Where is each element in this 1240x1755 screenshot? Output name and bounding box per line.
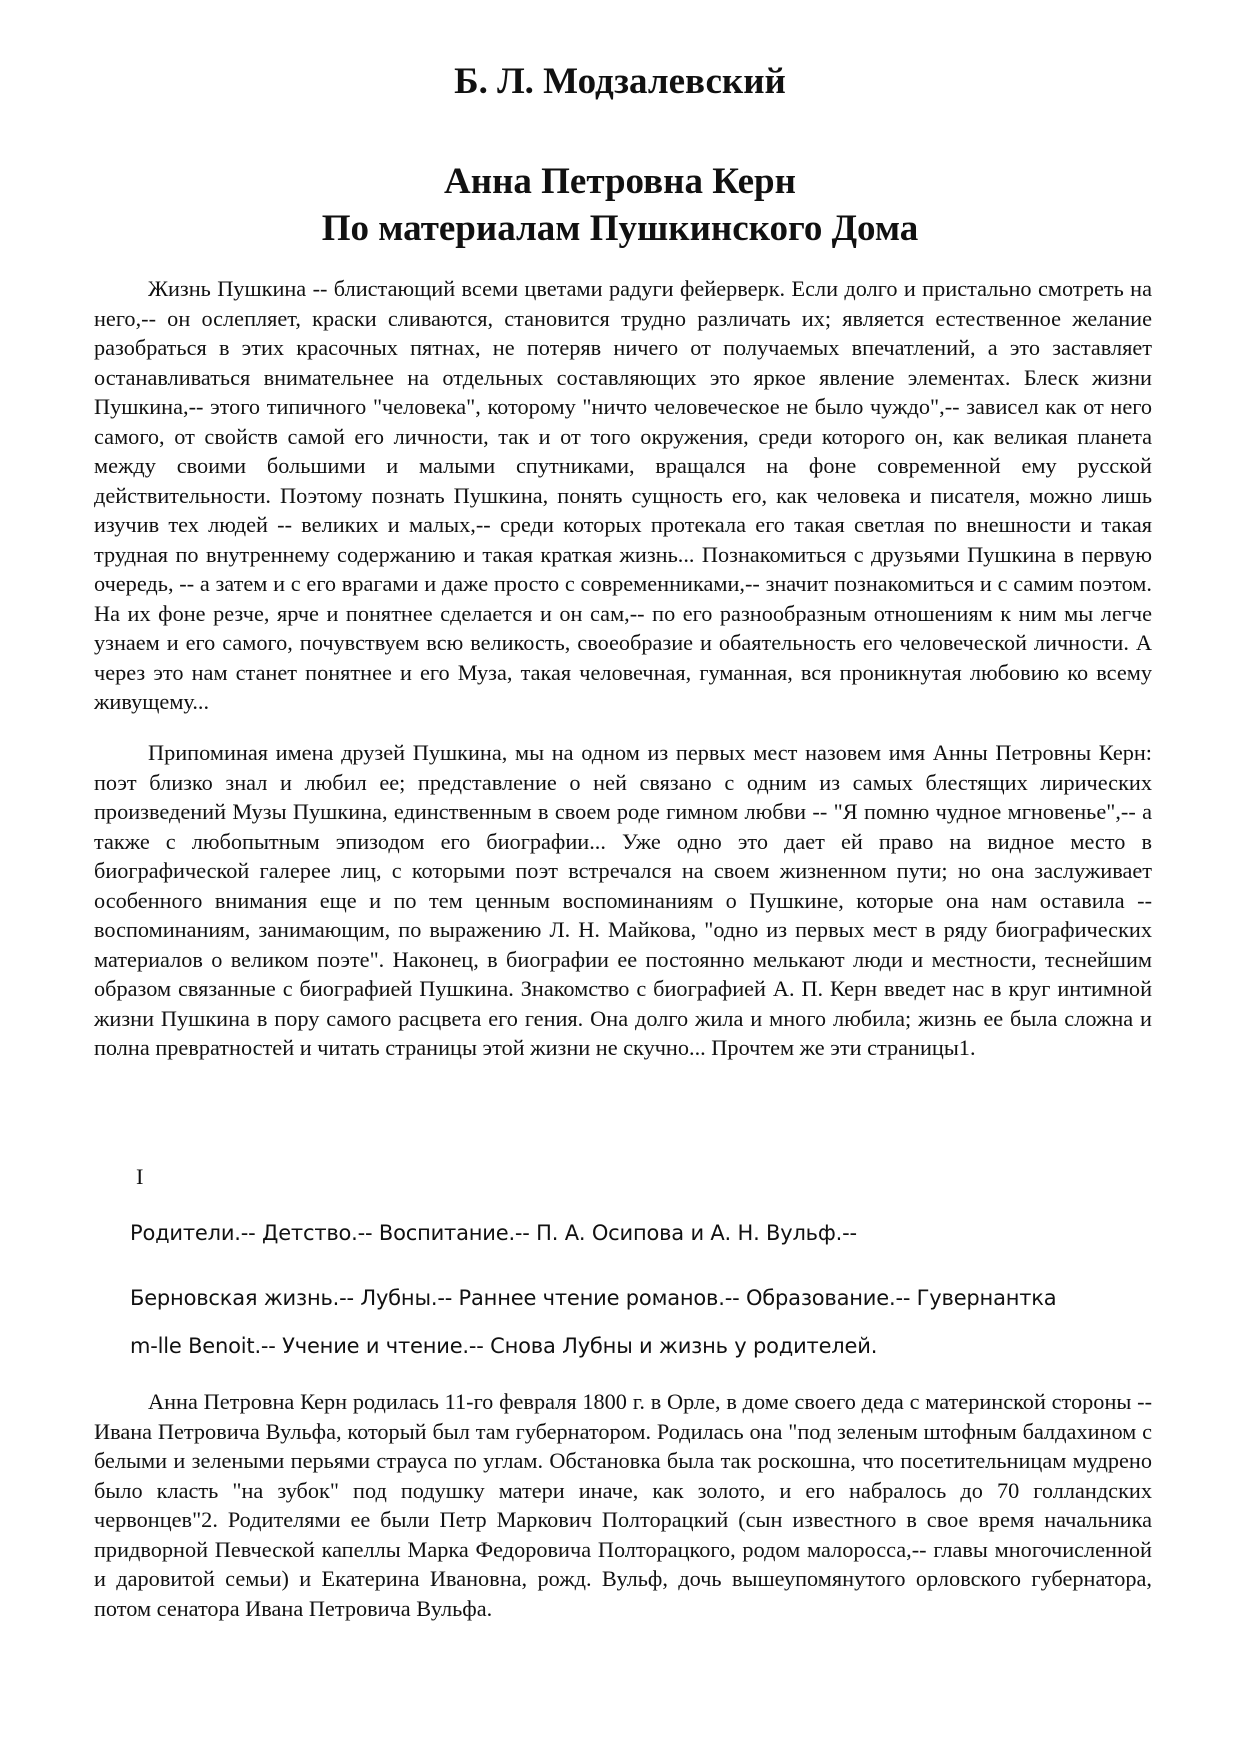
chapter-summary-line-3: m-lle Benoit.-- Учение и чтение.-- Снова Лубны и жизнь у родителей. [130, 1334, 878, 1358]
chapter-first-paragraph: Анна Петровна Керн родилась 11-го февраля 1800 г. в Орле, в доме своего деда с материнской стороны -- Ивана Петровича Вульфа, который был там губернатором. Родилась она "под зеленым штофным балдахином с белыми и зелеными перьями страуса по углам. Обстановка была так роскошна, что посетительницам мудрено было класть "на зубок" под подушку матери иначе, как золото, и его набралось до 70 голландских червонцев"2. Родителями ее были Петр Маркович Полторацкий (сын известного в свое время начальника придворной Певческой капеллы Марка Федоровича Полторацкого, родом малоросса,-- главы многочисленной и даровитой семьи) и Екатерина Ивановна, рожд. Вульф, дочь вышеупомянутого орловского губернатора, потом сенатора Ивана Петровича Вульфа. [94, 1389, 1152, 1621]
document-title [0, 158, 1240, 252]
second-paragraph-block [94, 738, 1152, 1063]
title-line-1: Анна Петровна Керн [444, 161, 796, 202]
intro-paragraph: Жизнь Пушкина -- блистающий всеми цветами радуги фейерверк. Если долго и пристально смотреть на него,-- он ослепляет, краски сливаются, становится трудно различать их; является естественное желание разобраться в этих красочных пятнах, не потеряв ничего от получаемых впечатлений, а это заставляет останавливаться внимательнее на отдельных составляющих это яркое явление элементах. Блеск жизни Пушкина,-- этого типичного "человека", которому "ничто человеческое не было чуждо",-- зависел как от него самого, от свойств самой его личности, так и от того окружения, среди которого он, как великая планета между своими большими и малыми спутниками, вращался на фоне современной ему русской действительности. Поэтому познать Пушкина, понять сущность его, как человека и писателя, можно лишь изучив тех людей -- великих и малых,-- среди которых протекала его такая светлая по внешности и такая трудная по внутреннему содержанию и такая краткая жизнь... Познакомиться с друзьями Пушкина в первую очередь, -- а затем и с его врагами и даже просто с современниками,-- значит познакомиться и с самим поэтом. На их фоне резче, ярче и понятнее сделается и он сам,-- по его разнообразным отношениям к ним мы легче узнаем и его самого, почувствуем всю великость, своеобразие и обаятельность его человеческой личности. А через это нам станет понятнее и его Муза, такая человечная, гуманная, вся проникнутая любовию ко всему живущему... [94, 276, 1152, 714]
author-name: Б. Л. Модзалевский [454, 61, 786, 102]
intro-paragraph-block [94, 274, 1152, 717]
chapter-first-paragraph-block [94, 1387, 1152, 1623]
chapter-summary-line-1: Родители.-- Детство.-- Воспитание.-- П. А. Осипова и А. Н. Вульф.-- [130, 1221, 857, 1245]
second-paragraph: Припоминая имена друзей Пушкина, мы на одном из первых мест назовем имя Анны Петровны Керн: поэт близко знал и любил ее; представление о ней связано с одним из самых блестящих лирических произведений Музы Пушкина, единственным в своем роде гимном любви -- "Я помню чудное мгновенье",-- а также с любопытным эпизодом его биографии... Уже одно это дает ей право на видное место в биографической галерее лиц, с которыми поэт встречался на своем жизненном пути; но она заслуживает особенного внимания еще и по тем ценным воспоминаниям о Пушкине, которые она нам оставила -- воспоминаниям, занимающим, по выражению Л. Н. Майкова, "одно из первых мест в ряду биографических материалов о великом поэте". Наконец, в биографии ее постоянно мелькают люди и местности, теснейшим образом связанные с биографией Пушкина. Знакомство с биографией А. П. Керн введет нас в круг интимной жизни Пушкина в пору самого расцвета его гения. Она долго жила и много любила; жизнь ее была сложна и полна превратностей и читать страницы этой жизни не скучно... Прочтем же эти страницы1. [94, 740, 1152, 1060]
chapter-summary-line-2: Берновская жизнь.-- Лубны.-- Раннее чтение романов.-- Образование.-- Гувернантка [130, 1286, 1057, 1310]
title-line-2: По материалам Пушкинского Дома [321, 208, 919, 249]
chapter-number: I [136, 1164, 144, 1189]
